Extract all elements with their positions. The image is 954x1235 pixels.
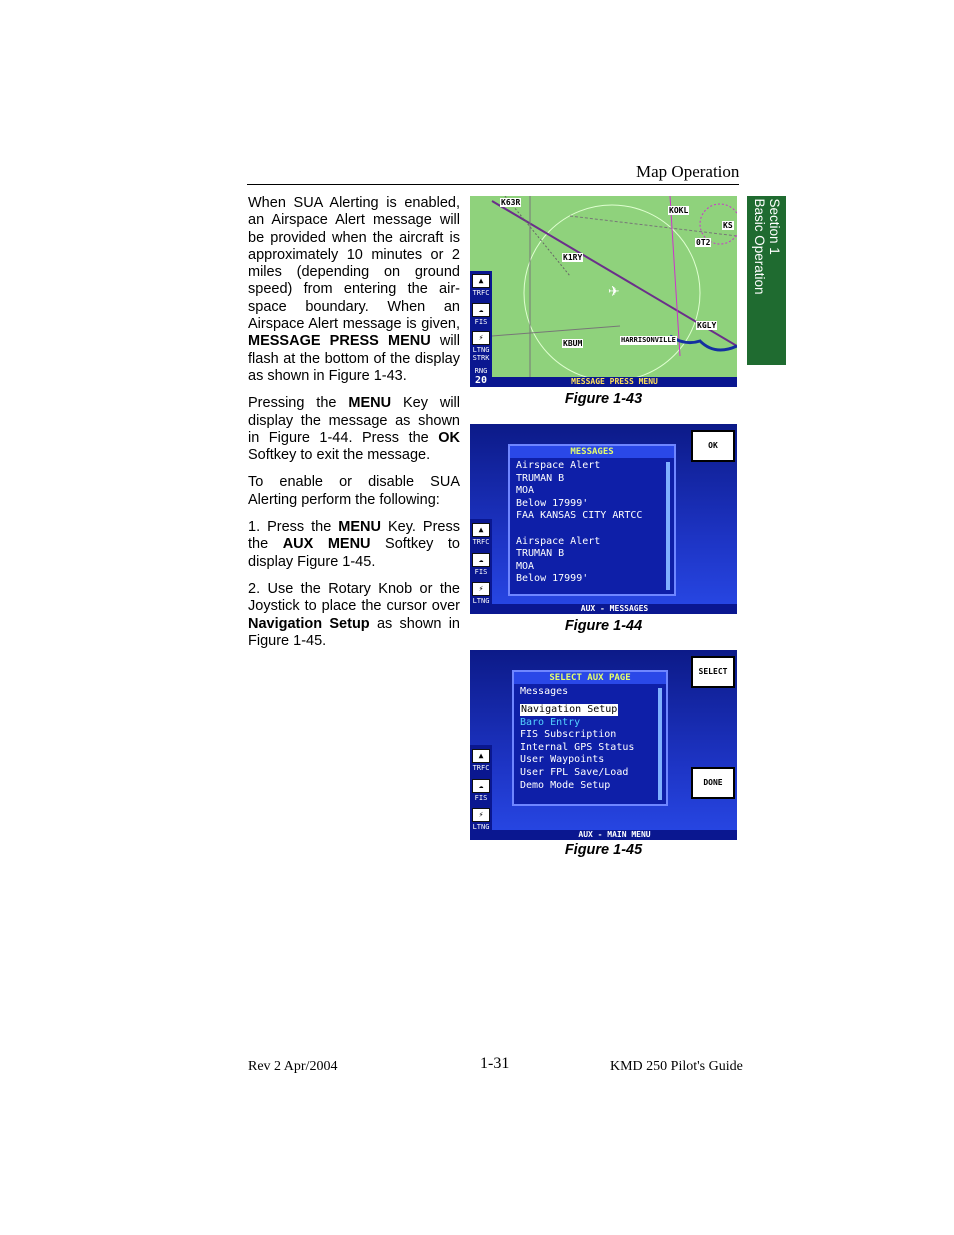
traffic-icon: ▲ (472, 749, 490, 763)
softkey-trfc[interactable]: ▲ TRFC (472, 525, 490, 546)
figure-1-43-caption: Figure 1-43 (564, 391, 643, 407)
softkey-ltng[interactable]: ⚡ LTNG STRK (472, 333, 490, 362)
airport-label: K63R (501, 198, 521, 207)
softkey-fis[interactable]: ☁ FIS (471, 779, 491, 802)
status-bar: MESSAGE PRESS MENU (492, 377, 737, 387)
footer-guide-title: KMD 250 Pilot's Guide (610, 1059, 743, 1074)
list-item: Airspace Alert (516, 535, 601, 547)
aux-page-list (514, 684, 666, 794)
figure-1-45-caption: Figure 1-45 (564, 842, 643, 858)
list-item: MOA (516, 560, 535, 572)
airport-label: KS (723, 221, 733, 230)
figure-1-45-aux-menu-screen (470, 650, 737, 840)
list-item (516, 523, 668, 536)
softkey-column (470, 271, 492, 387)
list-item: TRUMAN B (516, 472, 565, 484)
section-title: Map Operation (636, 162, 740, 181)
list-item: Below 17999' (516, 573, 589, 585)
aux-page-panel (512, 670, 668, 806)
figure-1-44-messages-screen (470, 424, 737, 614)
menu-item-baro-entry[interactable]: Baro Entry (520, 716, 581, 728)
menu-item-user-fpl-save-load[interactable]: User FPL Save/Load (520, 766, 629, 778)
menu-item-internal-gps-status[interactable]: Internal GPS Status (520, 741, 635, 753)
softkey-trfc[interactable]: ▲ TRFC (472, 751, 490, 772)
paragraph-sua-alert: When SUA Alerting is enabled, an Airspace Alert message will be provided when the aircraft is approximately 10 minutes or 2 miles (depending on ground speed) from entering the air-space boundary. When an Airspace Alert message is given, MESSAGE PRESS MENU will flash at the bottom of the display as shown in Figure 1-43. (248, 195, 461, 384)
list-item: FAA KANSAS CITY ARTCC (516, 510, 643, 522)
aux-page-panel-title: SELECT AUX PAGE (514, 672, 666, 684)
softkey-column (470, 519, 492, 614)
lightning-icon: ⚡ (472, 808, 490, 822)
messages-panel-title: MESSAGES (510, 446, 674, 458)
list-item: Below 17999' (516, 497, 589, 509)
softkey-ltng[interactable]: ⚡ LTNG (472, 810, 490, 831)
paragraph-menu-key: Pressing the MENU Key will display the message as shown in Figure 1-44. Press the OK Softkey to exit the message. (248, 395, 460, 464)
done-button[interactable]: DONE (691, 767, 735, 799)
airport-label: K1RY (563, 253, 583, 262)
section-tab-line2: Basic Operation (751, 198, 767, 295)
airport-label: KBUM (563, 339, 583, 348)
softkey-trfc[interactable]: ▲ TRFC (472, 276, 490, 297)
paragraph-enable-disable: To enable or disable SUA Alerting perform the following: (248, 474, 460, 508)
softkey-fis[interactable]: ☁ FIS (471, 553, 491, 576)
ok-button[interactable]: OK (691, 430, 735, 462)
footer-revision: Rev 2 Apr/2004 (248, 1059, 338, 1074)
paragraph-step-2: 2. Use the Rotary Knob or the Joystick to place the cursor over Navigation Setup as shown in Figure 1-45. (248, 580, 460, 649)
lightning-icon: ⚡ (472, 582, 490, 596)
select-button[interactable]: SELECT (691, 656, 735, 688)
menu-item-navigation-setup[interactable]: Navigation Setup (521, 703, 618, 715)
status-bar: AUX - MAIN MENU (492, 830, 737, 840)
messages-panel (508, 444, 676, 596)
list-item: Airspace Alert (516, 460, 601, 471)
fis-icon: ☁ (472, 553, 490, 567)
menu-item-demo-mode-setup[interactable]: Demo Mode Setup (520, 779, 611, 791)
list-item: MOA (516, 485, 535, 497)
range-indicator: RNG 20 (474, 367, 488, 386)
figure-1-44-caption: Figure 1-44 (564, 618, 643, 634)
map-graphics (470, 196, 737, 387)
figure-1-43-map-screen (470, 196, 737, 387)
list-item: TRUMAN B (516, 548, 565, 560)
menu-item-user-waypoints[interactable]: User Waypoints (520, 754, 605, 766)
aircraft-icon: ✈ (608, 284, 620, 300)
messages-list (510, 458, 674, 588)
status-bar: AUX - MESSAGES (492, 604, 737, 614)
menu-item-messages[interactable]: Messages (520, 686, 569, 697)
section-tab-line1: Section 1 (766, 198, 782, 255)
airport-label: KOKL (669, 206, 689, 215)
fis-icon: ☁ (472, 303, 490, 317)
paragraph-step-1: 1. Press the MENU Key. Press the AUX MENU Softkey to display Figure 1-45. (248, 519, 460, 570)
fis-icon: ☁ (472, 779, 490, 793)
page-number: 1-31 (480, 1055, 510, 1072)
traffic-icon: ▲ (472, 274, 490, 288)
airport-label: KGLY (697, 321, 717, 330)
lightning-icon: ⚡ (472, 331, 490, 345)
traffic-icon: ▲ (472, 523, 490, 537)
airport-label: 0T2 (696, 238, 711, 247)
header-rule (247, 184, 739, 185)
menu-item-fis-subscription[interactable]: FIS Subscription (520, 729, 617, 741)
softkey-ltng[interactable]: ⚡ LTNG (472, 584, 490, 605)
city-label: HARRISONVILLE (621, 336, 676, 344)
section-tab (747, 196, 786, 365)
softkey-fis[interactable]: ☁ FIS (471, 303, 491, 326)
scrollbar[interactable] (658, 688, 662, 800)
scrollbar[interactable] (666, 462, 670, 590)
softkey-column (470, 745, 492, 840)
body-text (248, 195, 460, 660)
